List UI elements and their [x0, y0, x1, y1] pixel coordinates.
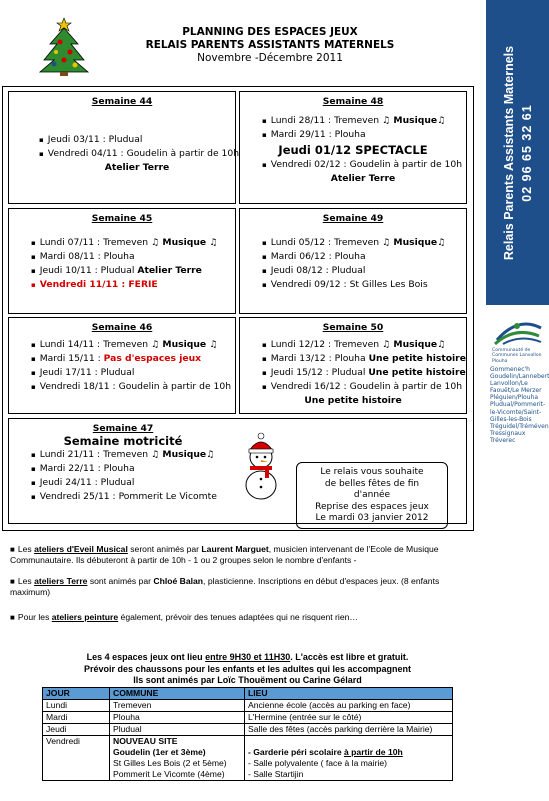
list-item: ▪ Lundi 14/11 : Tremeven ♫ Musique ♫: [31, 338, 235, 352]
table-cell: NOUVEAU SITE Goudelin (1er et 3ème) St Gilles Les Bois (2 et 5ème) Pommerit Le Vicomte (4ème): [110, 736, 245, 781]
list-item: ▪ Jeudi 24/11 : Pludual: [31, 476, 237, 490]
table-cell: Ancienne école (accès au parking en face): [245, 700, 453, 712]
list-item: ▪ Mardi 15/11 : Pas d'espaces jeux: [31, 352, 235, 366]
list-item: ▪ Vendredi 09/12 : St Gilles Les Bois: [262, 278, 466, 292]
list-item: ▪ Lundi 28/11 : Tremeven ♫ Musique♫: [262, 114, 466, 128]
phone-number: 02 96 65 32 61: [519, 103, 534, 202]
list-item: ▪ Mardi 06/12 : Plouha: [262, 250, 466, 264]
note-musique: ■ Les ateliers d'Eveil Musical seront animés par Laurent Marguet, musicien intervenant de l'Ecole de Musique Communautaire. Ils débuteront à partir de 10h - 1 ou 2 groupes selon le nombre d'enfants -: [10, 544, 439, 565]
access-line: Ils sont animés par Loïc Thouëment ou Carine Gélard: [133, 675, 362, 685]
table-cell: Salle des fêtes (accès parking derrière la Mairie): [245, 724, 453, 736]
list-item: ▪ Vendredi 25/11 : Pommerit Le Vicomte: [31, 490, 237, 504]
atelier-label: Atelier Terre: [330, 173, 396, 184]
schedule-table: [42, 687, 453, 781]
column-header: LIEU: [245, 688, 453, 700]
week-45-cell: [8, 208, 236, 314]
table-cell: Lundi: [43, 700, 110, 712]
spectacle-label: Jeudi 01/12 SPECTACLE: [278, 143, 428, 157]
access-info: [20, 652, 475, 687]
holiday-line: d'année: [353, 490, 391, 500]
table-header-row: [43, 688, 453, 700]
table-cell: Vendredi: [43, 736, 110, 781]
access-line: Les 4 espaces jeux ont lieu entre 9H30 et 11H30. L'accès est libre et gratuit.: [86, 652, 409, 662]
list-item: ▪ Vendredi 11/11 : FERIE: [31, 278, 235, 292]
table-cell: - Garderie péri scolaire à partir de 10h - Salle polyvalente ( face à la mairie) - Salle Startijin: [245, 736, 453, 781]
atelier-label: Atelier Terre: [104, 162, 170, 173]
list-item: ▪ Jeudi 15/12 : Pludual Une petite histoire: [262, 366, 466, 380]
list-item: ▪ Mardi 13/12 : Plouha Une petite histoire: [262, 352, 466, 366]
list-item: ▪ Lundi 21/11 : Tremeven ♫ Musique♫: [31, 448, 237, 462]
week-49-title: Semaine 49: [322, 213, 384, 224]
page-header: [100, 26, 440, 65]
list-item: ▪ Mardi 22/11 : Plouha: [31, 462, 237, 476]
snowman-icon: [241, 429, 281, 501]
list-item: ▪ Mardi 29/11 : Plouha: [262, 128, 466, 142]
week-44-cell: [8, 91, 240, 204]
list-item: ▪ Vendredi 18/11 : Goudelin à partir de 10h: [31, 380, 235, 394]
page-title: PLANNING DES ESPACES JEUX: [182, 26, 358, 38]
table-cell: Plouha: [110, 712, 245, 724]
holiday-line: Reprise des espaces jeux: [315, 501, 429, 512]
week-46-title: Semaine 46: [91, 322, 153, 333]
week-46-cell: [8, 317, 236, 414]
page-subtitle: RELAIS PARENTS ASSISTANTS MATERNELS: [145, 39, 395, 51]
list-item: ▪ Jeudi 08/12 : Pludual: [262, 264, 466, 278]
list-item: ▪ Vendredi 02/12 : Goudelin à partir de 10h: [262, 158, 466, 172]
histoire-label: Une petite histoire: [304, 395, 402, 406]
week-49-cell: [239, 208, 467, 314]
week-47-title: Semaine 47: [92, 423, 154, 434]
table-cell: Mardi: [43, 712, 110, 724]
week-48-cell: [239, 91, 467, 204]
list-item: ▪ Mardi 08/11 : Plouha: [31, 250, 235, 264]
note-terre: ■ Les ateliers Terre sont animés par Chloé Balan, plasticienne. Inscriptions en début d'espaces jeux. (8 enfants maximum): [10, 576, 440, 597]
logo-caption: Communauté de Communes Lanvollon Plouha: [492, 348, 542, 364]
holiday-line: Le relais vous souhaite: [320, 467, 424, 477]
access-line: Prévoir des chaussons pour les enfants et les adultes qui les accompagnent: [83, 663, 412, 674]
list-item: ▪ Jeudi 17/11 : Pludual: [31, 366, 235, 380]
table-row: [43, 736, 453, 781]
period-label: Novembre -Décembre 2011: [197, 52, 343, 64]
week-50-cell: [239, 317, 467, 414]
motricite-label: Semaine motricité: [63, 434, 183, 448]
table-cell: L'Hermine (entrée sur le côté): [245, 712, 453, 724]
table-cell: Jeudi: [43, 724, 110, 736]
org-name: Relais Parents Assistants Maternels: [501, 45, 516, 260]
holiday-line: de belles fêtes de fin: [324, 478, 420, 489]
contact-band: [486, 0, 549, 305]
christmas-tree-icon: [38, 16, 90, 76]
week-50-title: Semaine 50: [322, 322, 384, 333]
list-item: ▪ Vendredi 04/11 : Goudelin à partir de 10h: [39, 147, 235, 161]
holiday-message-box: [296, 462, 448, 529]
list-item: ▪ Jeudi 03/11 : Pludual: [39, 133, 235, 147]
table-row: [43, 712, 453, 724]
table-row: [43, 700, 453, 712]
list-item: ▪ Lundi 05/12 : Tremeven ♫ Musique♫: [262, 236, 466, 250]
table-cell: Pludual: [110, 724, 245, 736]
column-header: COMMUNE: [110, 688, 245, 700]
week-44-title: Semaine 44: [91, 96, 153, 107]
community-logo-icon: [493, 314, 543, 346]
column-header: JOUR: [43, 688, 110, 700]
holiday-line: Le mardi 03 janvier 2012: [315, 513, 429, 523]
note-peinture: ■ Pour les ateliers peinture également, prévoir des tenues adaptées qui ne risquent rien…: [10, 612, 358, 622]
week-48-title: Semaine 48: [322, 96, 384, 107]
week-45-title: Semaine 45: [91, 213, 153, 224]
list-item: ▪ Jeudi 10/11 : Pludual Atelier Terre: [31, 264, 235, 278]
list-item: ▪ Lundi 07/11 : Tremeven ♫ Musique ♫: [31, 236, 235, 250]
communes-list: Gommenec'h Goudelin/Lannebert Lanvollon/Le Faouët/Le Merzer Pléguien/Plouha Pludual/Pommerit-le-Vicomte/Saint-Gilles-les-Bois Tréguidel/Tréméven Tressignaux Tréverec: [490, 366, 549, 444]
table-row: [43, 724, 453, 736]
list-item: ▪ Vendredi 16/12 : Goudelin à partir de 10h: [262, 380, 466, 394]
list-item: ▪ Lundi 12/12 : Tremeven ♫ Musique♫: [262, 338, 466, 352]
table-cell: Tremeven: [110, 700, 245, 712]
